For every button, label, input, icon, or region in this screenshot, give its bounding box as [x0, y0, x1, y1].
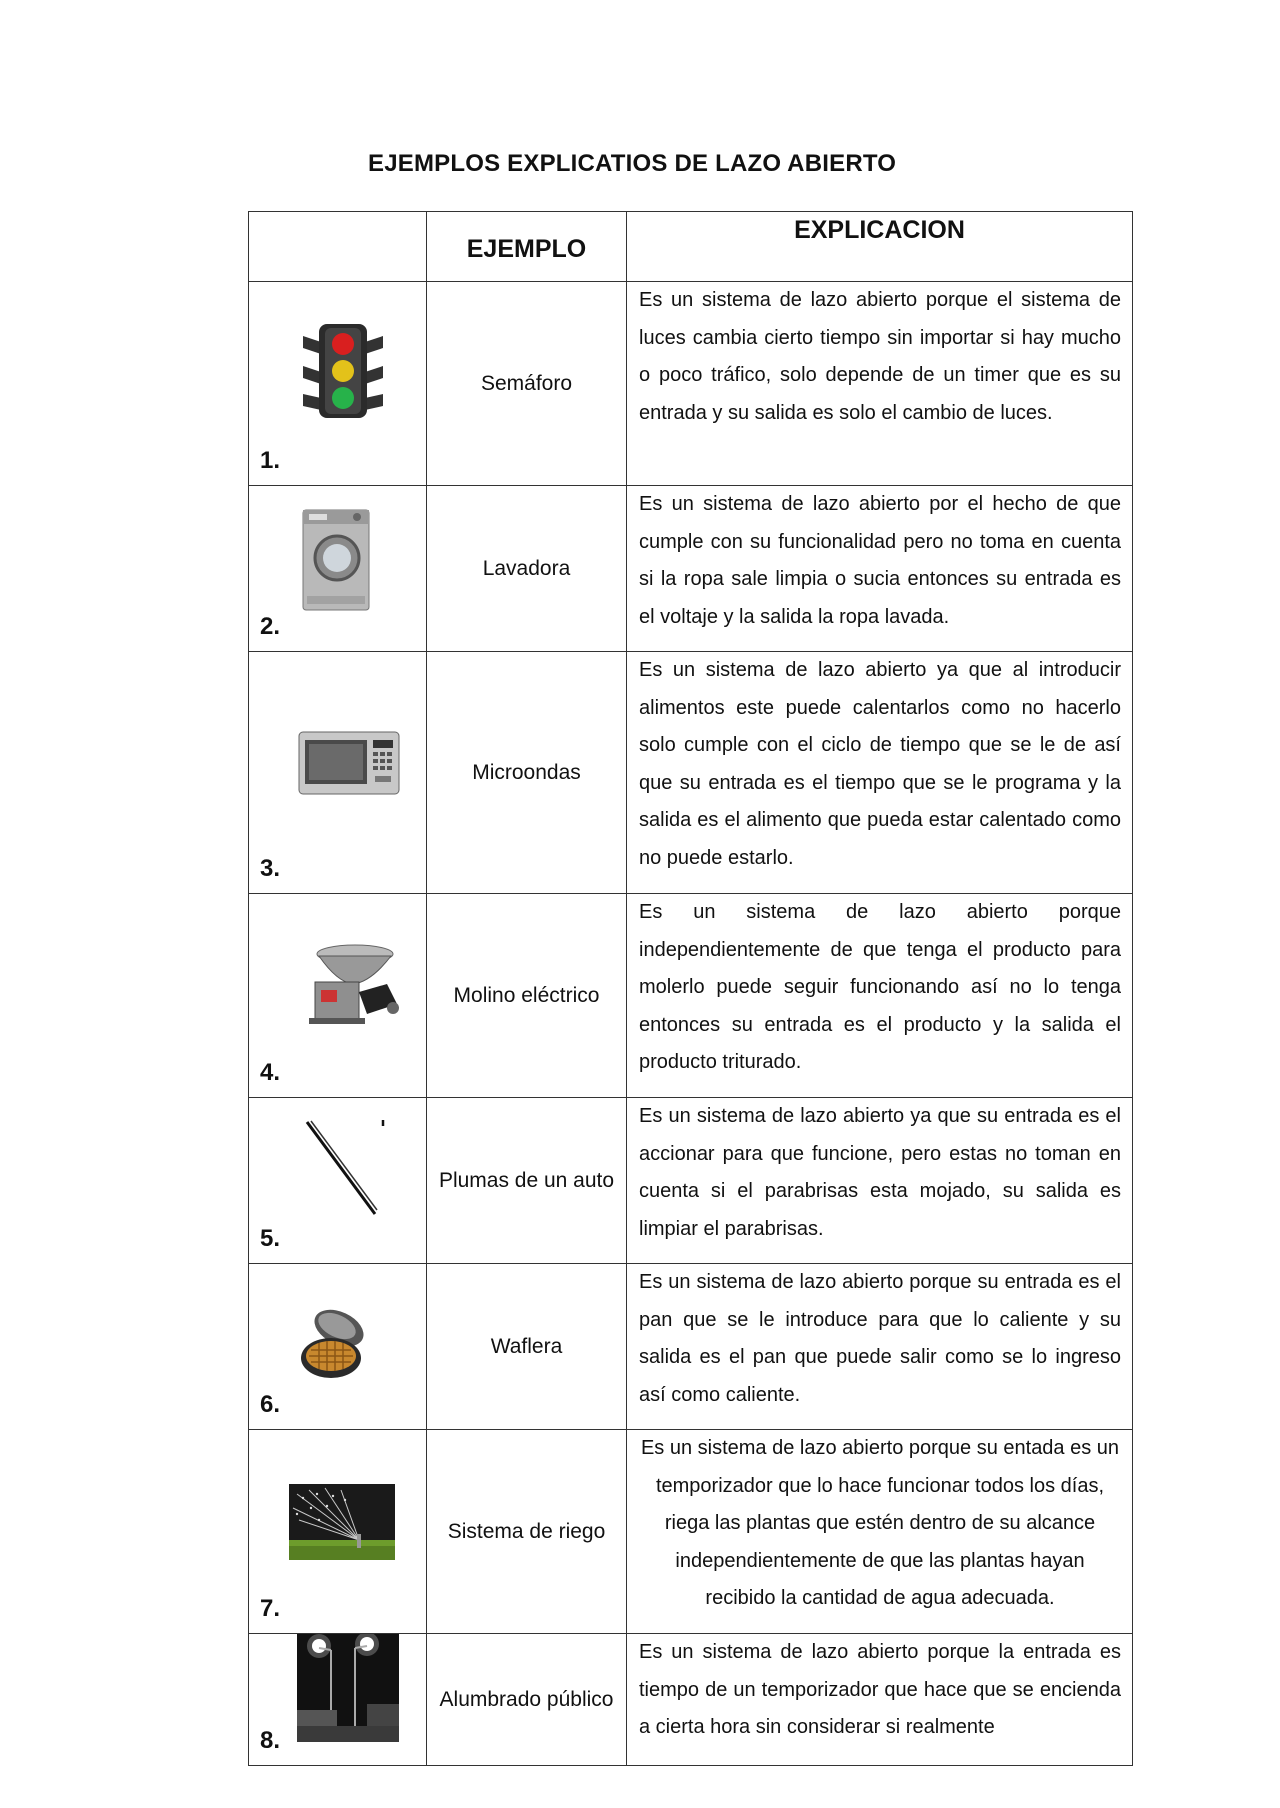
- explanation-cell: Es un sistema de lazo abierto ya que al introducir alimentos este puede calentarlos como no hacerlo solo cumple con el ciclo de tiempo que se le de así que su entrada es el tiempo que se le programa y la salida es el alimento que pueda estar calentado como no puede estarlo.: [627, 652, 1133, 894]
- row-number: 5.: [260, 1225, 281, 1252]
- wiper-blade-icon: [303, 1118, 393, 1218]
- example-cell: Alumbrado público: [427, 1634, 627, 1766]
- table-row: [249, 894, 1133, 1098]
- page-title: EJEMPLOS EXPLICATIOS DE LAZO ABIERTO: [368, 150, 897, 177]
- example-cell: Microondas: [427, 652, 627, 894]
- examples-table: [248, 211, 1133, 1766]
- table-row: [249, 1430, 1133, 1634]
- example-cell: Lavadora: [427, 486, 627, 652]
- table-row: [249, 282, 1133, 486]
- table-row: [249, 1098, 1133, 1264]
- table-row: [249, 1634, 1133, 1766]
- number-cell: [249, 1634, 427, 1766]
- row-number: 4.: [260, 1059, 281, 1086]
- row-number: 8.: [260, 1727, 281, 1754]
- example-cell: Sistema de riego: [427, 1430, 627, 1634]
- microwave-icon: [297, 730, 401, 796]
- table-row: [249, 486, 1133, 652]
- explanation-cell: Es un sistema de lazo abierto porque la entrada es tiempo de un temporizador que hace que se encienda a cierta hora sin considerar si realmente: [627, 1634, 1133, 1766]
- table-row: [249, 1264, 1133, 1430]
- table-row: [249, 652, 1133, 894]
- explanation-cell: Es un sistema de lazo abierto porque independientemente de que tenga el producto para molerlo puede seguir funcionando así no lo tenga entonces su entrada es el producto y la salida el producto triturado.: [627, 894, 1133, 1098]
- example-cell: Waflera: [427, 1264, 627, 1430]
- row-number: 6.: [260, 1391, 281, 1418]
- number-cell: [249, 1098, 427, 1264]
- example-cell: Plumas de un auto: [427, 1098, 627, 1264]
- row-number: 1.: [260, 447, 281, 474]
- example-cell: Semáforo: [427, 282, 627, 486]
- number-cell: [249, 1430, 427, 1634]
- electric-mill-icon: [297, 942, 407, 1028]
- explanation-cell: Es un sistema de lazo abierto porque su entrada es el pan que se le introduce para que lo caliente y su salida es el pan que puede salir como se lo ingreso así como caliente.: [627, 1264, 1133, 1430]
- washing-machine-icon: [299, 508, 373, 612]
- number-cell: [249, 1264, 427, 1430]
- example-cell: Molino eléctrico: [427, 894, 627, 1098]
- number-cell: [249, 282, 427, 486]
- header-ejemplo: EJEMPLO: [427, 212, 627, 282]
- traffic-light-icon: [289, 322, 397, 420]
- row-number: 2.: [260, 613, 281, 640]
- header-empty-cell: [249, 212, 427, 282]
- waffle-maker-icon: [295, 1300, 375, 1388]
- number-cell: [249, 652, 427, 894]
- explanation-cell: Es un sistema de lazo abierto porque su entada es un temporizador que lo hace funcionar todos los días, riega las plantas que estén dentro de su alcance independientemente de que las plantas hayan recibido la cantidad de agua adecuada.: [627, 1430, 1133, 1634]
- header-explicacion: EXPLICACION: [627, 212, 1133, 282]
- explanation-cell: Es un sistema de lazo abierto porque el sistema de luces cambia cierto tiempo sin importar si hay mucho o poco tráfico, solo depende de un timer que es su entrada y su salida es solo el cambio de luces.: [627, 282, 1133, 486]
- explanation-cell: Es un sistema de lazo abierto por el hecho de que cumple con su funcionalidad pero no toma en cuenta si la ropa sale limpia o sucia entonces su entrada es el voltaje y la salida la ropa lavada.: [627, 486, 1133, 652]
- explanation-cell: Es un sistema de lazo abierto ya que su entrada es el accionar para que funcione, pero estas no toman en cuenta si el parabrisas esta mojado, su salida es limpiar el parabrisas.: [627, 1098, 1133, 1264]
- street-light-icon: [297, 1634, 399, 1742]
- table-header-row: [249, 212, 1133, 282]
- number-cell: [249, 486, 427, 652]
- row-number: 3.: [260, 855, 281, 882]
- number-cell: [249, 894, 427, 1098]
- row-number: 7.: [260, 1595, 281, 1622]
- sprinkler-icon: [289, 1484, 395, 1560]
